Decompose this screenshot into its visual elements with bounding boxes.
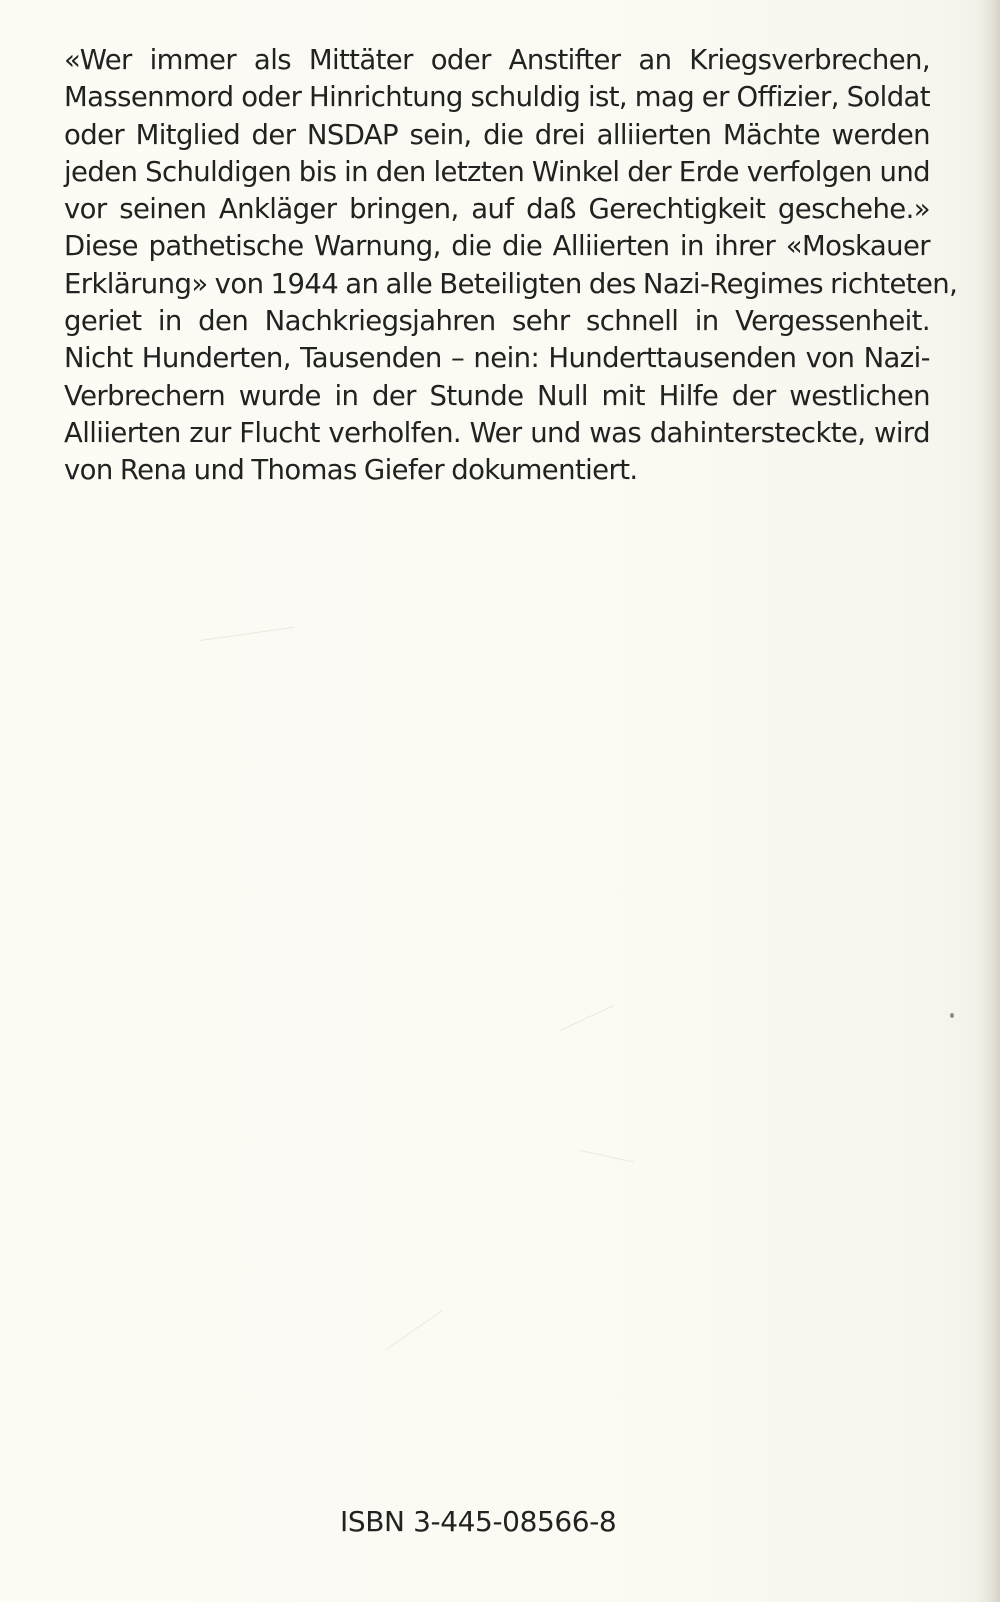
isbn: ISBN 3-445-08566-8 [340, 1505, 617, 1538]
paper-scratch [385, 1310, 443, 1351]
blurb-line: Alliierten zur Flucht verholfen. Wer und was dahintersteckte, wird [64, 416, 930, 449]
blurb-line: geriet in den Nachkriegsjahren sehr schnell in Vergessenheit. [64, 305, 930, 338]
paper-scratch [200, 627, 294, 641]
blurb-line: Erklärung» von 1944 an alle Beteiligten des Nazi-Regimes richteten, [64, 267, 958, 300]
blurb-line: vor seinen Ankläger bringen, auf daß Gerechtigkeit geschehe.» [64, 193, 930, 226]
blurb-line: Diese pathetische Warnung, die die Alliierten in ihrer «Moskauer [64, 230, 930, 263]
page-edge-shadow [978, 0, 1000, 1602]
blurb-line: von Rena und Thomas Giefer dokumentiert. [64, 454, 638, 487]
blurb-line: Massenmord oder Hinrichtung schuldig ist, mag er Offizier, Soldat [64, 81, 930, 114]
blurb-line: Verbrechern wurde in der Stunde Null mit Hilfe der westlichen [64, 379, 930, 412]
blurb-line: «Wer immer als Mittäter oder Anstifter an Kriegsverbrechen, [64, 44, 930, 76]
blurb-line: oder Mitglied der NSDAP sein, die drei alliierten Mächte werden [64, 118, 930, 151]
blurb-line: jeden Schuldigen bis in den letzten Winkel der Erde verfolgen und [64, 155, 930, 188]
back-cover-blurb [64, 42, 958, 490]
paper-scratch [580, 1150, 634, 1162]
paper-scratch [560, 1005, 615, 1031]
blurb-line: Nicht Hunderten, Tausenden – nein: Hunderttausenden von Nazi- [64, 342, 930, 375]
paper-speck [950, 1013, 954, 1018]
